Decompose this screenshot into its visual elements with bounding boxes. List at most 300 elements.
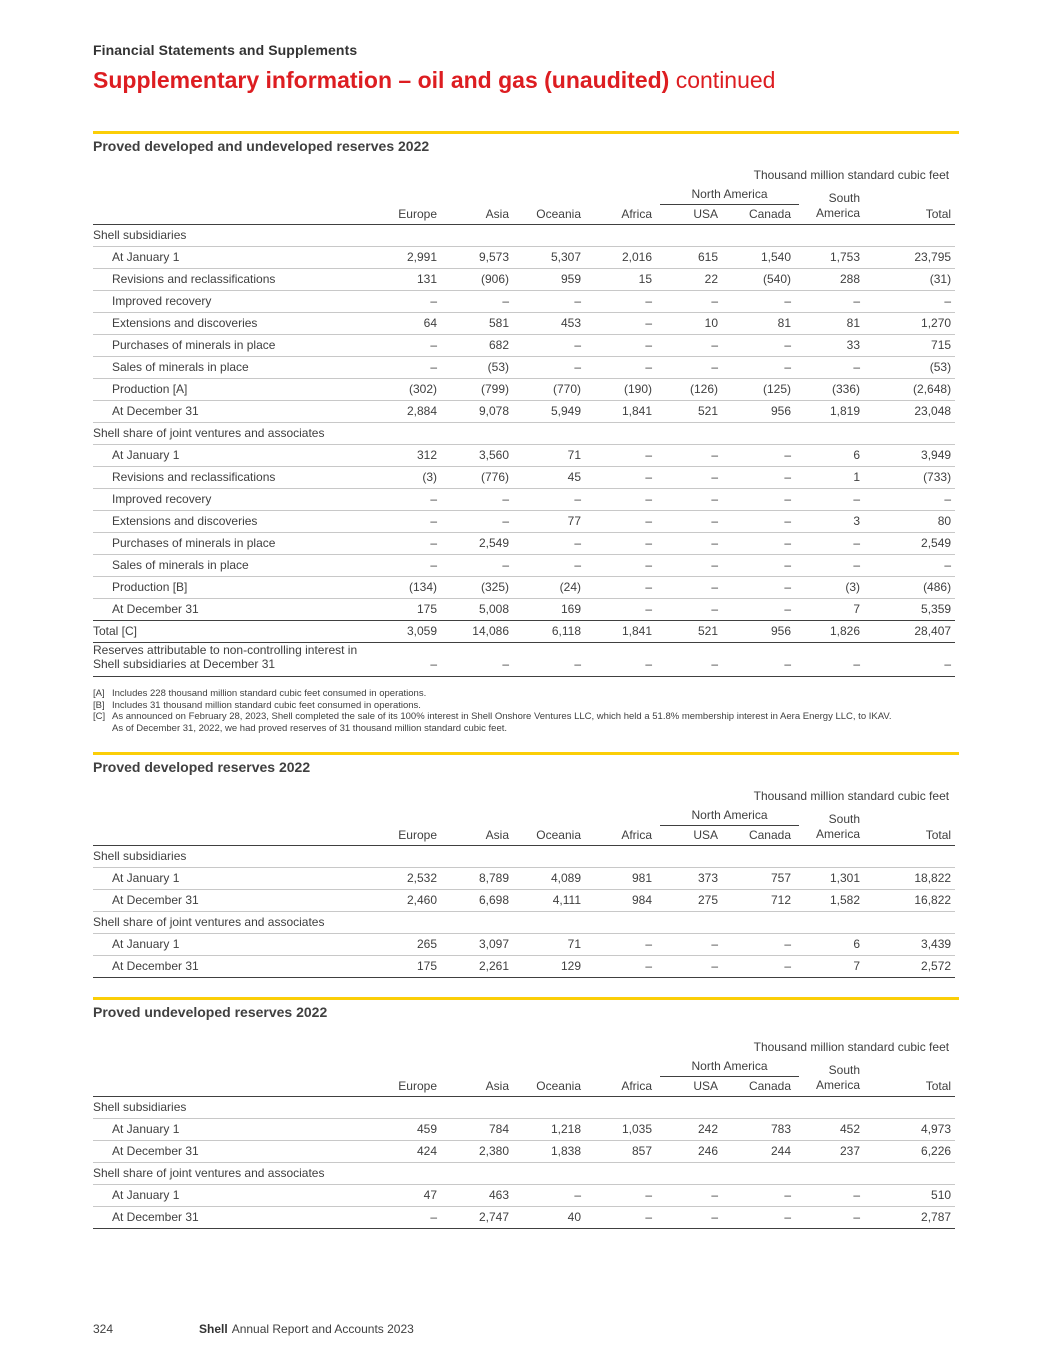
total-row [93,620,955,642]
units-label: Thousand million standard cubic feet [753,168,950,182]
value-cell: (53) [445,356,517,378]
value-cell: 77 [517,510,589,532]
value-cell: 242 [660,1118,726,1140]
south-america-header [799,803,868,845]
col-europe: Europe [371,1076,445,1096]
value-cell: – [371,532,445,554]
footnote-text-line1: As announced on February 28, 2023, Shell completed the sale of its 100% interest in Shell Onshore Ventures LLC, which held a 51.8% membership interest in Aera Energy LLC, to IKAV. [112,711,892,722]
value-cell: 7 [799,955,868,977]
value-cell: (134) [371,576,445,598]
value-cell: – [799,1184,868,1206]
value-cell: 3,097 [445,933,517,955]
value-cell: 4,111 [517,889,589,911]
value-cell: 956 [726,620,799,642]
row-label: At January 1 [93,246,371,268]
value-cell: 288 [799,268,868,290]
value-cell: – [660,1206,726,1228]
value-cell: 1,218 [517,1118,589,1140]
table2-body [93,845,955,977]
value-cell: (126) [660,378,726,400]
value-cell: 169 [517,598,589,620]
value-cell: – [726,356,799,378]
value-cell: – [660,444,726,466]
value-cell: 14,086 [445,620,517,642]
value-cell: – [589,642,660,676]
value-cell: 22 [660,268,726,290]
value-cell: 81 [726,312,799,334]
col-africa: Africa [589,1076,660,1096]
value-cell: – [726,933,799,955]
footnote-key: [A] [93,688,105,699]
footnotes [93,688,952,734]
value-cell: – [726,1206,799,1228]
col-usa: USA [660,1076,726,1096]
south-america-line2: America [815,826,860,841]
value-cell: – [589,1206,660,1228]
value-cell: – [799,532,868,554]
value-cell: 6,226 [868,1140,955,1162]
value-cell: 312 [371,444,445,466]
value-cell: 129 [517,955,589,977]
value-cell: 682 [445,334,517,356]
value-cell: – [589,1184,660,1206]
value-cell: – [660,510,726,532]
table-row [93,378,955,400]
group-label: Shell share of joint ventures and associates [93,1162,955,1184]
value-cell: – [660,642,726,676]
brand-name: Shell [199,1322,228,1336]
table-row [93,1184,955,1206]
value-cell: 956 [726,400,799,422]
value-cell: – [517,290,589,312]
value-cell: 275 [660,889,726,911]
page-header [93,42,963,93]
footnote-text: Includes 31 thousand million standard cubic feet consumed in operations. [112,699,421,711]
value-cell: – [660,598,726,620]
value-cell: – [589,356,660,378]
table-row [93,268,955,290]
value-cell: 16,822 [868,889,955,911]
table-row [93,334,955,356]
group-label: Shell subsidiaries [93,224,955,246]
value-cell: – [726,510,799,532]
table-row [93,955,955,977]
value-cell: – [660,488,726,510]
value-cell: 510 [868,1184,955,1206]
value-cell: 1,819 [799,400,868,422]
value-cell: – [726,488,799,510]
row-label: At January 1 [93,1184,371,1206]
value-cell: 521 [660,400,726,422]
header-label-cell [93,1076,371,1096]
row-label: Improved recovery [93,488,371,510]
value-cell: 9,078 [445,400,517,422]
value-cell: 1,826 [799,620,868,642]
col-usa: USA [660,825,726,845]
value-cell: – [660,576,726,598]
table-row [93,1140,955,1162]
value-cell: 2,884 [371,400,445,422]
value-cell: – [868,642,955,676]
value-cell: – [726,444,799,466]
footnote-text: Includes 228 thousand million standard cubic feet consumed in operations. [112,688,427,699]
value-cell: – [589,466,660,488]
col-oceania: Oceania [517,204,589,224]
value-cell: – [445,510,517,532]
value-cell: 45 [517,466,589,488]
group-row [93,911,955,933]
units-row [93,160,955,182]
value-cell: – [589,576,660,598]
value-cell: 5,949 [517,400,589,422]
value-cell: 1 [799,466,868,488]
value-cell: – [660,290,726,312]
value-cell: – [660,1184,726,1206]
value-cell: – [589,334,660,356]
col-africa: Africa [589,825,660,845]
header-row-group [93,1054,955,1076]
value-cell: – [726,598,799,620]
row-label: At December 31 [93,1140,371,1162]
value-cell: – [726,290,799,312]
value-cell: 244 [726,1140,799,1162]
value-cell: (906) [445,268,517,290]
value-cell: – [726,576,799,598]
value-cell: 81 [799,312,868,334]
section-rule [93,131,959,134]
row-label [93,642,371,676]
value-cell: (302) [371,378,445,400]
value-cell: 1,582 [799,889,868,911]
table3-head [93,1032,955,1096]
value-cell: 1,838 [517,1140,589,1162]
value-cell: 1,841 [589,400,660,422]
value-cell: – [799,488,868,510]
value-cell: 71 [517,933,589,955]
table1-body [93,224,955,676]
group-row [93,1162,955,1184]
value-cell: – [371,554,445,576]
south-america-line1: South [828,190,860,205]
report-name: Annual Report and Accounts 2023 [231,1322,414,1336]
value-cell: – [371,642,445,676]
col-total: Total [868,1076,955,1096]
value-cell: – [371,510,445,532]
table1-title: Proved developed and undeveloped reserves 2022 [93,138,430,154]
value-cell: 7 [799,598,868,620]
value-cell: 615 [660,246,726,268]
value-cell: 3 [799,510,868,532]
col-oceania: Oceania [517,825,589,845]
value-cell: (3) [799,576,868,598]
value-cell: (540) [726,268,799,290]
value-cell: 1,753 [799,246,868,268]
value-cell: 1,540 [726,246,799,268]
value-cell: 3,059 [371,620,445,642]
page-footer [93,1322,414,1336]
value-cell: (733) [868,466,955,488]
table-row [93,598,955,620]
value-cell: – [868,554,955,576]
col-canada: Canada [726,1076,799,1096]
south-america-line2: America [815,1077,860,1092]
row-label: At December 31 [93,955,371,977]
value-cell: 6,118 [517,620,589,642]
page-title-main: Supplementary information – oil and gas (unaudited) [93,67,670,93]
value-cell: 757 [726,867,799,889]
value-cell: 40 [517,1206,589,1228]
page-number: 324 [93,1322,114,1336]
row-label: Extensions and discoveries [93,312,371,334]
value-cell: – [371,1206,445,1228]
value-cell: 3,560 [445,444,517,466]
value-cell: – [517,356,589,378]
value-cell: – [660,334,726,356]
value-cell: – [726,642,799,676]
row-label: Sales of minerals in place [93,356,371,378]
value-cell: 3,949 [868,444,955,466]
value-cell: – [726,554,799,576]
footnote-text-line2: As of December 31, 2022, we had proved reserves of 31 thousand million standard cubic feet. [112,722,508,734]
group-label: Shell subsidiaries [93,1096,955,1118]
north-america-header: North America [660,1054,799,1076]
group-row [93,845,955,867]
header-row-group [93,182,955,204]
value-cell: 857 [589,1140,660,1162]
row-label: Improved recovery [93,290,371,312]
table-row [93,867,955,889]
table-row [93,290,955,312]
value-cell: – [589,312,660,334]
value-cell: 6,698 [445,889,517,911]
value-cell: – [799,290,868,312]
value-cell: 4,973 [868,1118,955,1140]
south-america-header [799,1054,868,1096]
north-america-header: North America [660,803,799,825]
table-row [93,1118,955,1140]
units-label: Thousand million standard cubic feet [753,1040,950,1054]
col-total: Total [868,204,955,224]
table-row [93,510,955,532]
table-row [93,889,955,911]
table-row [93,312,955,334]
row-label: At January 1 [93,933,371,955]
row-label: Extensions and discoveries [93,510,371,532]
value-cell: 1,270 [868,312,955,334]
value-cell: – [445,488,517,510]
value-cell: 6 [799,933,868,955]
table-row [93,356,955,378]
footnote-key: [C] [93,711,106,722]
value-cell: – [589,444,660,466]
value-cell: 23,048 [868,400,955,422]
col-asia: Asia [445,204,517,224]
value-cell: (53) [868,356,955,378]
row-label: At January 1 [93,444,371,466]
table1-head [93,160,955,224]
units-row [93,781,955,803]
value-cell: 246 [660,1140,726,1162]
value-cell: – [589,554,660,576]
footnote-text [112,711,952,734]
value-cell: 2,549 [445,532,517,554]
value-cell: 2,016 [589,246,660,268]
value-cell: (125) [726,378,799,400]
value-cell: 64 [371,312,445,334]
value-cell: – [660,955,726,977]
col-oceania: Oceania [517,1076,589,1096]
value-cell: – [660,554,726,576]
row-label: At January 1 [93,1118,371,1140]
value-cell: 47 [371,1184,445,1206]
col-asia: Asia [445,1076,517,1096]
south-america-line1: South [828,1062,860,1077]
value-cell: (776) [445,466,517,488]
row-label: Purchases of minerals in place [93,334,371,356]
value-cell: (336) [799,378,868,400]
value-cell: – [726,334,799,356]
footnote-key: [B] [93,699,105,711]
value-cell: 33 [799,334,868,356]
row-label: Production [B] [93,576,371,598]
value-cell: – [445,642,517,676]
value-cell: – [517,554,589,576]
group-row [93,224,955,246]
group-row [93,1096,955,1118]
value-cell: 984 [589,889,660,911]
value-cell: – [589,933,660,955]
value-cell: – [589,290,660,312]
col-europe: Europe [371,204,445,224]
value-cell: 15 [589,268,660,290]
value-cell: 3,439 [868,933,955,955]
value-cell: 5,307 [517,246,589,268]
footnote-a [93,688,952,700]
value-cell: 1,841 [589,620,660,642]
value-cell: – [726,955,799,977]
row-label: At January 1 [93,867,371,889]
header-row-group [93,803,955,825]
value-cell: 2,747 [445,1206,517,1228]
group-row [93,422,955,444]
value-cell: 1,035 [589,1118,660,1140]
page-title-suffix: continued [675,67,776,93]
group-label: Shell share of joint ventures and associates [93,422,955,444]
row-label: Total [C] [93,620,371,642]
value-cell: (799) [445,378,517,400]
value-cell: – [517,488,589,510]
value-cell: – [589,532,660,554]
col-europe: Europe [371,825,445,845]
value-cell: 1,301 [799,867,868,889]
value-cell: 18,822 [868,867,955,889]
value-cell: – [660,356,726,378]
row-label: At December 31 [93,1206,371,1228]
value-cell: – [868,290,955,312]
col-total: Total [868,825,955,845]
value-cell: – [726,1184,799,1206]
col-africa: Africa [589,204,660,224]
nci-label-line1: Reserves attributable to non-controlling interest in [93,642,358,657]
col-asia: Asia [445,825,517,845]
value-cell: 2,572 [868,955,955,977]
value-cell: 2,460 [371,889,445,911]
value-cell: 981 [589,867,660,889]
section-rule [93,752,959,755]
row-label: At December 31 [93,598,371,620]
value-cell: 10 [660,312,726,334]
value-cell: – [799,1206,868,1228]
value-cell: (325) [445,576,517,598]
footnote-b [93,700,952,712]
table2-head [93,781,955,845]
value-cell: 453 [517,312,589,334]
value-cell: 2,787 [868,1206,955,1228]
value-cell: – [517,1184,589,1206]
value-cell: 784 [445,1118,517,1140]
table3-body [93,1096,955,1228]
table3-title: Proved undeveloped reserves 2022 [93,1004,328,1020]
row-label: Revisions and reclassifications [93,268,371,290]
value-cell: 2,261 [445,955,517,977]
value-cell: 71 [517,444,589,466]
value-cell: – [589,955,660,977]
value-cell: 2,380 [445,1140,517,1162]
south-america-line1: South [828,811,860,826]
south-america-line2: America [815,205,860,220]
table-row [93,488,955,510]
units-row [93,1032,955,1054]
value-cell: 237 [799,1140,868,1162]
value-cell: (2,648) [868,378,955,400]
table2-title: Proved developed reserves 2022 [93,759,311,775]
header-label-cell [93,825,371,845]
footnote-c [93,711,952,734]
value-cell: – [660,933,726,955]
value-cell: 5,359 [868,598,955,620]
row-label: Revisions and reclassifications [93,466,371,488]
value-cell: (486) [868,576,955,598]
south-america-header [799,182,868,224]
value-cell: – [371,334,445,356]
value-cell: – [799,554,868,576]
value-cell: 715 [868,334,955,356]
value-cell: 581 [445,312,517,334]
table3 [93,1032,955,1229]
value-cell: 452 [799,1118,868,1140]
value-cell: (24) [517,576,589,598]
value-cell: 959 [517,268,589,290]
value-cell: 783 [726,1118,799,1140]
units-label: Thousand million standard cubic feet [753,789,950,803]
value-cell: – [371,488,445,510]
north-america-header: North America [660,182,799,204]
table-row [93,400,955,422]
value-cell: – [726,532,799,554]
value-cell: 521 [660,620,726,642]
group-label: Shell subsidiaries [93,845,955,867]
value-cell: 424 [371,1140,445,1162]
section-label: Financial Statements and Supplements [93,42,358,58]
value-cell: 175 [371,955,445,977]
value-cell: 4,089 [517,867,589,889]
row-label: Production [A] [93,378,371,400]
value-cell: 463 [445,1184,517,1206]
value-cell: 265 [371,933,445,955]
value-cell: (31) [868,268,955,290]
nci-row [93,642,955,676]
value-cell: – [371,290,445,312]
